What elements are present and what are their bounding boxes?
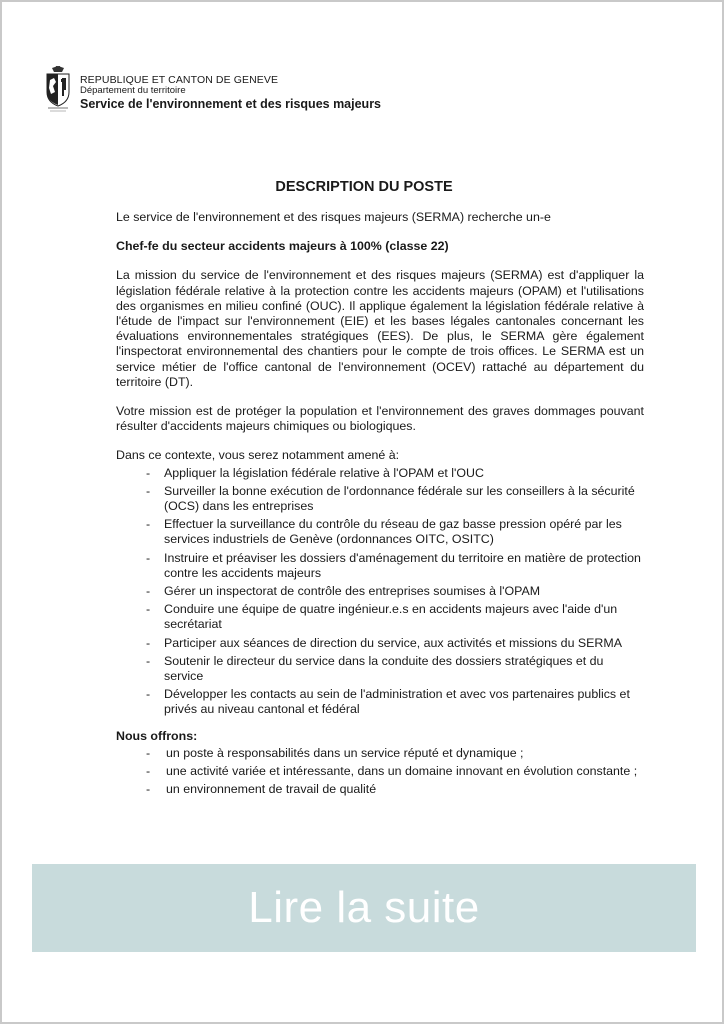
offers-list: [116, 746, 644, 798]
task-item: - Appliquer la législation fédérale relative à l'OPAM et l'OUC: [116, 466, 644, 481]
job-title: Chef-fe du secteur accidents majeurs à 100% (classe 22): [116, 239, 449, 254]
offers-heading: Nous offrons:: [116, 728, 198, 743]
task-list: [116, 466, 644, 718]
document-title: DESCRIPTION DU POSTE: [275, 179, 453, 195]
goal-paragraph: Votre mission est de protéger la population et l'environnement des graves dommages pouvant résulter d'accidents majeurs chimiques ou biologiques.: [116, 404, 644, 434]
task-item: - Instruire et préaviser les dossiers d'aménagement du territoire en matière de protection contre les accidents majeurs: [116, 551, 644, 581]
task-item: - Surveiller la bonne exécution de l'ordonnance fédérale sur les conseillers à la sécurité (OCS) dans les entreprises: [116, 484, 644, 514]
task-item: - Gérer un inspectorat de contrôle des entreprises soumises à l'OPAM: [116, 584, 644, 599]
document-body: [116, 210, 644, 801]
letterhead-department: Département du territoire: [80, 85, 186, 97]
letterhead-republic: REPUBLIQUE ET CANTON DE GENEVE: [80, 74, 279, 86]
offer-item: - un poste à responsabilités dans un service réputé et dynamique ;: [116, 746, 644, 761]
read-more-button[interactable]: Lire la suite: [32, 864, 696, 952]
task-item: - Conduire une équipe de quatre ingénieur.e.s en accidents majeurs avec l'aide d'un secrétariat: [116, 602, 644, 632]
intro-text: Le service de l'environnement et des risques majeurs (SERMA) recherche un-e: [116, 210, 551, 224]
task-item: - Effectuer la surveillance du contrôle du réseau de gaz basse pression opéré par les services industriels de Genève (ordonnances OITC, OSITC): [116, 517, 644, 547]
task-item: - Développer les contacts au sein de l'administration et avec vos partenaires publics et privés au niveau cantonal et fédéral: [116, 687, 644, 717]
tasks-intro: Dans ce contexte, vous serez notamment amené à:: [116, 448, 400, 463]
letterhead: [44, 66, 381, 116]
mission-paragraph: La mission du service de l'environnement et des risques majeurs (SERMA) est d'appliquer la législation fédérale relative à la protection contre les accidents majeurs (OPAM) et l'utilisations des organismes en milieu confiné (OUC). Il applique également la législation fédérale relative à l'étude de l'impact sur l'environnement (EIE) et les bases légales cantonales concernant les évaluations environnementales stratégiques (EES). De plus, le SERMA gère également l'inspectorat environnemental des chantiers pour le compte de trois offices. Le SERMA est un service métier de l'office cantonal de l'environnement (OCEV) rattaché au département du territoire (DT).: [116, 268, 644, 389]
task-item: - Participer aux séances de direction du service, aux activités et missions du SERMA: [116, 636, 644, 651]
geneva-coat-of-arms-icon: [44, 66, 72, 116]
offer-item: - un environnement de travail de qualité: [116, 782, 644, 797]
letterhead-service: Service de l'environnement et des risques majeurs: [80, 96, 382, 111]
task-item: - Soutenir le directeur du service dans la conduite des dossiers stratégiques et du service: [116, 654, 644, 684]
offer-item: - une activité variée et intéressante, dans un domaine innovant en évolution constante ;: [116, 764, 644, 779]
